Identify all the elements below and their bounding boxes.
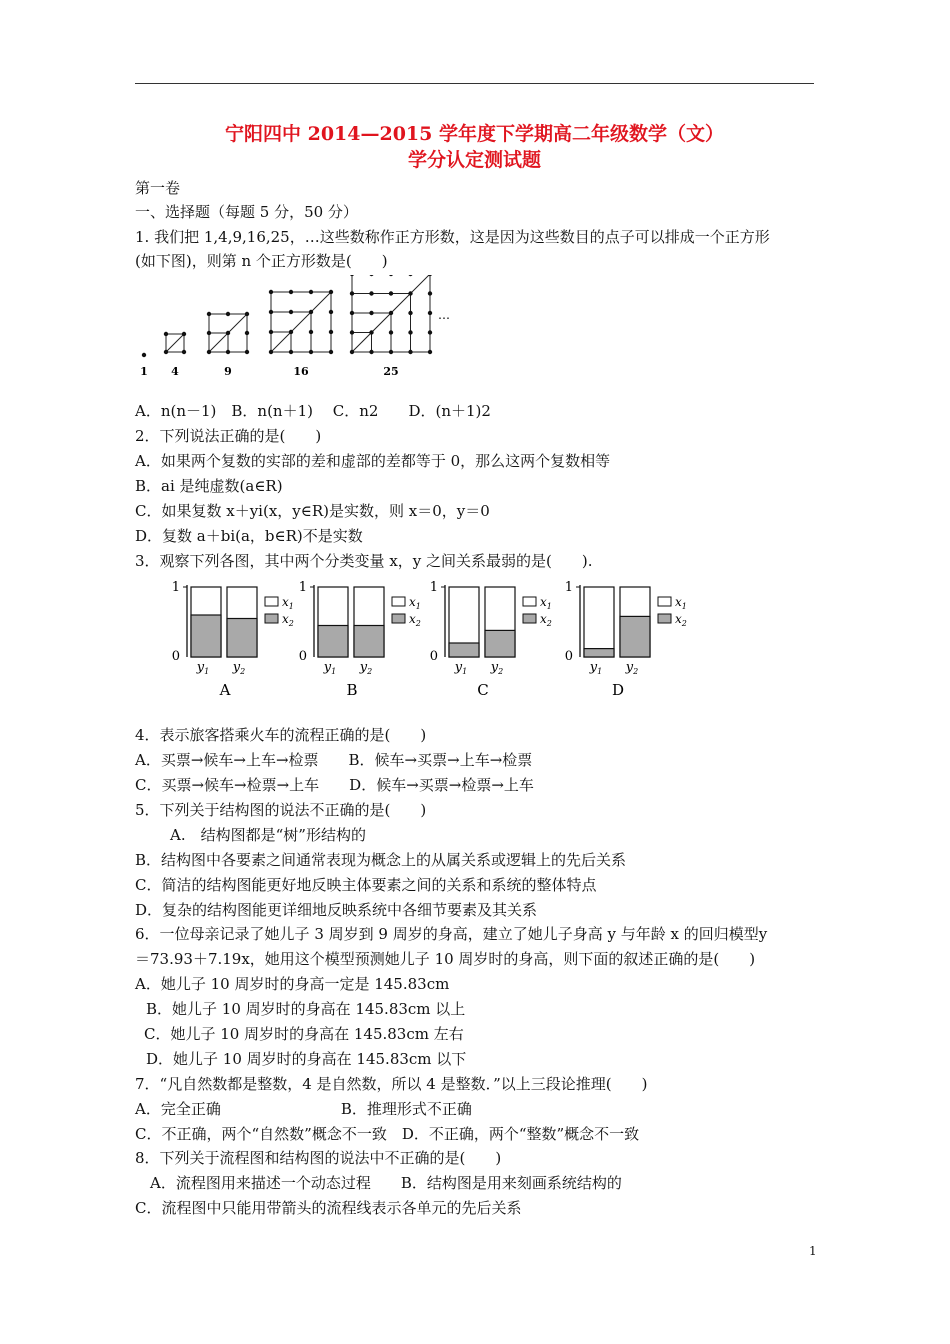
legend-swatch-x1 bbox=[265, 597, 278, 606]
category-label-y2: $y_2$ bbox=[625, 660, 639, 676]
q7-options-cd: C．不正确，两个“自然数”概念不一致 D．不正确，两个“整数”概念不一致 bbox=[135, 1125, 640, 1143]
square-label-16: 16 bbox=[293, 365, 309, 378]
exam-subtitle: 学分认定测试题 bbox=[407, 149, 541, 171]
square-label-9: 9 bbox=[224, 365, 232, 378]
legend-label-x1: $x_1$ bbox=[282, 595, 294, 611]
tick-label-1: 1 bbox=[564, 580, 573, 595]
q3-chart-A bbox=[172, 580, 294, 699]
bar-y1-total bbox=[584, 587, 614, 657]
q4-options-cd: C．买票→候车→检票→上车 D．候车→买票→检票→上车 bbox=[135, 776, 534, 794]
dot-grid-9 bbox=[207, 312, 249, 354]
q3-charts bbox=[165, 575, 705, 705]
tick-label-0: 0 bbox=[564, 649, 573, 664]
legend-label-x1: $x_1$ bbox=[675, 595, 687, 611]
legend-swatch-x1 bbox=[523, 597, 536, 606]
legend-label-x2: $x_2$ bbox=[282, 612, 294, 628]
q6-stem-line1: 6．一位母亲记录了她儿子 3 周岁到 9 周岁的身高，建立了她儿子身高 y 与年龄 x 的回归模型y bbox=[135, 925, 768, 943]
q1-options: A．n(n－1) B．n(n＋1) C．n2 D．(n＋1)2 bbox=[135, 402, 491, 420]
q1-stem-line2: (如下图)，则第 n 个正方形数是( ) bbox=[135, 252, 388, 270]
category-label-y1: $y_1$ bbox=[589, 660, 603, 676]
q3-stem: 3．观察下列各图，其中两个分类变量 x，y 之间关系最弱的是( ). bbox=[135, 552, 593, 570]
q6-option-c: C．她儿子 10 周岁时的身高在 145.83cm 左右 bbox=[144, 1025, 464, 1043]
bar-y2-x2 bbox=[354, 626, 384, 658]
legend-swatch-x2 bbox=[265, 614, 278, 623]
header-rule bbox=[135, 83, 814, 84]
q2-option-b: B．ai 是纯虚数(a∈R) bbox=[135, 477, 283, 495]
bar-y1-x2 bbox=[584, 649, 614, 657]
q8-option-c: C．流程图中只能用带箭头的流程线表示各单元的先后关系 bbox=[135, 1199, 522, 1217]
bar-y1-x2 bbox=[449, 643, 479, 657]
q6-option-a: A．她儿子 10 周岁时的身高一定是 145.83cm bbox=[135, 975, 450, 993]
bar-y2-x2 bbox=[227, 619, 257, 658]
exam-title: 宁阳四中 2014—2015 学年度下学期高二年级数学（文） bbox=[225, 123, 724, 145]
dot-grid-25 bbox=[350, 275, 432, 354]
category-label-y1: $y_1$ bbox=[196, 660, 210, 676]
legend-label-x2: $x_2$ bbox=[540, 612, 552, 628]
q7-options-ab: A．完全正确 B．推理形式不正确 bbox=[135, 1100, 472, 1118]
category-label-y1: $y_1$ bbox=[323, 660, 337, 676]
q6-option-b: B．她儿子 10 周岁时的身高在 145.83cm 以上 bbox=[146, 1000, 466, 1018]
bar-y2-x2 bbox=[620, 616, 650, 657]
panel-label-B: B bbox=[346, 681, 358, 699]
q2-option-a: A．如果两个复数的实部的差和虚部的差都等于 0，那么这两个复数相等 bbox=[135, 452, 611, 470]
panel-label-C: C bbox=[477, 681, 489, 699]
legend-swatch-x2 bbox=[523, 614, 536, 623]
legend-swatch-x2 bbox=[392, 614, 405, 623]
bar-y2-x2 bbox=[485, 630, 515, 657]
dot-grid-1 bbox=[142, 353, 146, 357]
q5-option-b: B．结构图中各要素之间通常表现为概念上的从属关系或逻辑上的先后关系 bbox=[135, 851, 627, 869]
square-label-25: 25 bbox=[383, 365, 399, 378]
legend-label-x2: $x_2$ bbox=[409, 612, 421, 628]
tick-label-1: 1 bbox=[298, 580, 307, 595]
bar-y1-x2 bbox=[318, 626, 348, 658]
category-label-y2: $y_2$ bbox=[490, 660, 504, 676]
category-label-y2: $y_2$ bbox=[232, 660, 246, 676]
tick-label-1: 1 bbox=[171, 580, 180, 595]
category-label-y1: $y_1$ bbox=[454, 660, 468, 676]
q3-chart-C bbox=[430, 580, 552, 699]
q5-stem: 5．下列关于结构图的说法不正确的是( ) bbox=[135, 801, 427, 819]
tick-label-0: 0 bbox=[429, 649, 438, 664]
q8-stem: 8．下列关于流程图和结构图的说法中不正确的是( ) bbox=[135, 1149, 502, 1167]
q3-chart-B bbox=[299, 580, 421, 699]
square-number-figure bbox=[135, 275, 465, 385]
legend-swatch-x1 bbox=[658, 597, 671, 606]
square-label-4: 4 bbox=[171, 365, 179, 378]
q6-stem-line2: ＝73.93＋7.19x，她用这个模型预测她儿子 10 周岁时的身高，则下面的叙述正确的是( ) bbox=[135, 950, 756, 968]
q5-option-c: C．简洁的结构图能更好地反映主体要素之间的关系和系统的整体特点 bbox=[135, 876, 597, 894]
q3-chart-D bbox=[565, 580, 687, 699]
volume-label: 第一卷 bbox=[135, 179, 181, 197]
q4-stem: 4．表示旅客搭乘火车的流程正确的是( ) bbox=[135, 726, 427, 744]
legend-swatch-x2 bbox=[658, 614, 671, 623]
category-label-y2: $y_2$ bbox=[359, 660, 373, 676]
q2-option-c: C．如果复数 x＋yi(x，y∈R)是实数，则 x＝0，y＝0 bbox=[135, 502, 490, 520]
legend-label-x1: $x_1$ bbox=[409, 595, 421, 611]
legend-swatch-x1 bbox=[392, 597, 405, 606]
tick-label-0: 0 bbox=[298, 649, 307, 664]
tick-label-1: 1 bbox=[429, 580, 438, 595]
legend-label-x1: $x_1$ bbox=[540, 595, 552, 611]
figure-ellipsis: … bbox=[438, 308, 450, 322]
q5-option-d: D．复杂的结构图能更详细地反映系统中各细节要素及其关系 bbox=[135, 901, 538, 919]
tick-label-0: 0 bbox=[171, 649, 180, 664]
q4-options-ab: A．买票→候车→上车→检票 B．候车→买票→上车→检票 bbox=[135, 751, 533, 769]
section-heading: 一、选择题（每题 5 分，50 分） bbox=[135, 203, 358, 221]
dot-grid-4 bbox=[164, 332, 186, 354]
q8-options-ab: A．流程图用来描述一个动态过程 B．结构图是用来刻画系统结构的 bbox=[150, 1174, 622, 1192]
panel-label-D: D bbox=[611, 681, 625, 699]
q2-stem: 2．下列说法正确的是( ) bbox=[135, 427, 322, 445]
q2-option-d: D．复数 a＋bi(a，b∈R)不是实数 bbox=[135, 527, 363, 545]
square-label-1: 1 bbox=[140, 365, 148, 378]
dot-grid-16 bbox=[269, 290, 333, 354]
bar-y1-x2 bbox=[191, 615, 221, 657]
page-number: 1 bbox=[809, 1244, 817, 1258]
q7-stem: 7．“凡自然数都是整数，4 是自然数，所以 4 是整数．”以上三段论推理( ) bbox=[135, 1075, 648, 1093]
q6-option-d: D．她儿子 10 周岁时的身高在 145.83cm 以下 bbox=[146, 1050, 467, 1068]
legend-label-x2: $x_2$ bbox=[675, 612, 687, 628]
panel-label-A: A bbox=[219, 681, 231, 699]
q5-option-a: A. 结构图都是“树”形结构的 bbox=[170, 826, 366, 844]
q1-stem-line1: 1. 我们把 1,4,9,16,25，…这些数称作正方形数，这是因为这些数目的点子可以排成一个正方形 bbox=[135, 228, 770, 246]
